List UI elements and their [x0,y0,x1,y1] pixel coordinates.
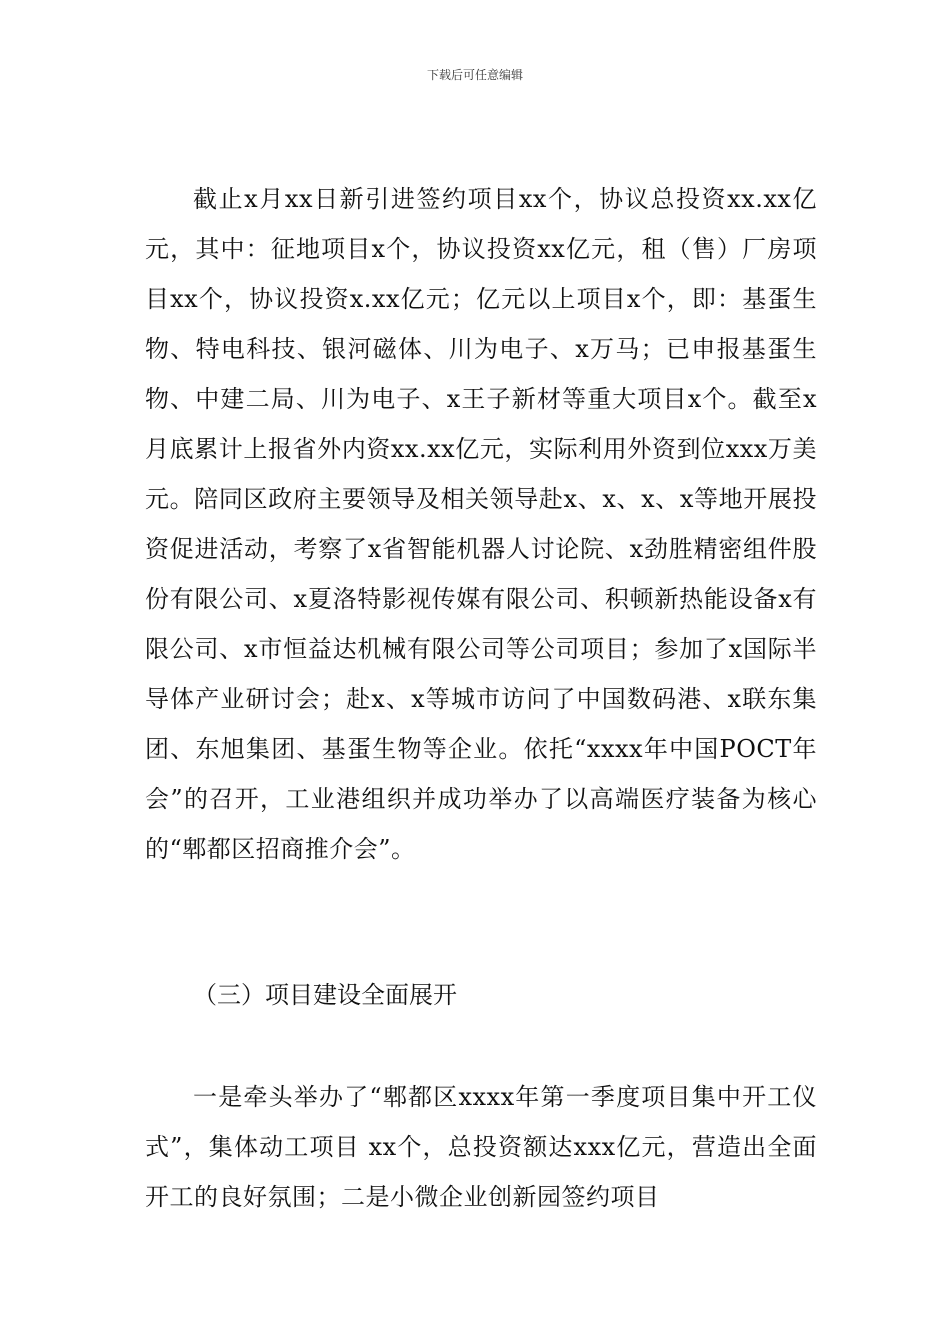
body-paragraph-1: 截止x月xx日新引进签约项目xx个，协议总投资xx.xx亿元，其中：征地项目x个，协议投资xx亿元，租（售）厂房项目xx个，协议投资x.xx亿元；亿元以上项目x个，即：基蛋生物、特电科技、银河磁体、川为电子、x万马；已申报基蛋生物、中建二局、川为电子、x王子新材等重大项目x个。截至x月底累计上报省外内资xx.xx亿元，实际利用外资到位xxx万美元。陪同区政府主要领导及相关领导赴x、x、x、x等地开展投资促进活动，考察了x省智能机器人讨论院、x劲胜精密组件股份有限公司、x夏洛特影视传媒有限公司、积顿新热能设备x有限公司、x市恒益达机械有限公司等公司项目；参加了x国际半导体产业研讨会；赴x、x等城市访问了中国数码港、x联东集团、东旭集团、基蛋生物等企业。依托“xxxx年中国POCT年会”的召开，工业港组织并成功举办了以高端医疗装备为核心的“郫都区招商推介会”。 [145,185,817,863]
header-note: 下载后可任意编辑 [426,68,523,82]
body-paragraph-2: 一是牵头举办了“郫都区xxxx年第一季度项目集中开工仪式”，集体动工项目 xx个，总投资额达xxx亿元，营造出全面开工的良好氛围；二是小微企业创新园签约项目 [145,1083,817,1211]
section-heading: （三）项目建设全面展开 [193,981,457,1009]
